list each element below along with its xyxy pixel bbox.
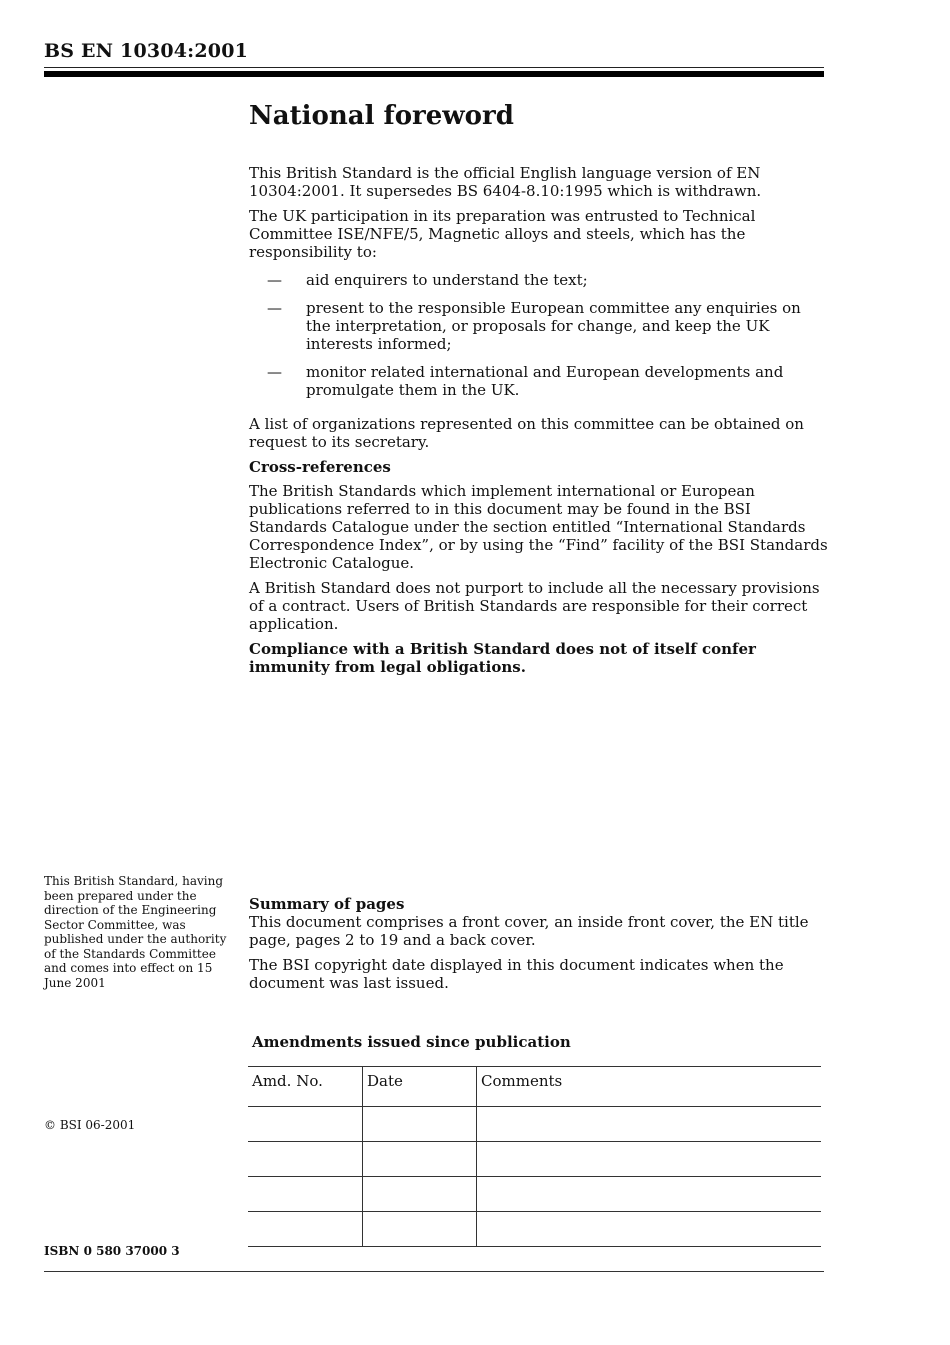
table-cell [477,1142,822,1177]
foreword-intro [249,164,829,268]
responsibility-list [249,271,829,409]
list-item-text: aid enquirers to understand the text; [306,271,588,289]
table-row [248,1107,821,1142]
table-row [248,1142,821,1177]
table-cell [363,1107,477,1142]
copyright-notice: © BSI 06-2001 [44,1118,136,1132]
page-title: National foreword [249,101,514,131]
list-item [249,271,829,289]
column-header-amd-no: Amd. No. [248,1067,363,1107]
summary-paragraph-1: This document comprises a front cover, an inside front cover, the EN title page, pages 2 to 19 and a back cover. [249,913,809,949]
table-header-row [248,1067,821,1107]
crossref-heading: Cross-references [249,458,391,476]
foreword-paragraph-3: A list of organizations represented on this committee can be obtained on request to its secretary. [249,415,804,451]
header-rule-thick [44,71,824,77]
table-cell [477,1177,822,1212]
foreword-continued [249,415,829,683]
table-cell [248,1142,363,1177]
column-header-date: Date [363,1067,477,1107]
list-item-text: monitor related international and European developments and promulgate them in the UK. [306,363,784,399]
summary-heading: Summary of pages [249,895,405,913]
isbn: ISBN 0 580 37000 3 [44,1244,180,1258]
compliance-statement: Compliance with a British Standard does not of itself confer immunity from legal obligations. [249,640,756,676]
list-item-text: present to the responsible European committee any enquiries on the interpretation, or proposals for change, and keep the UK interests informed; [306,299,801,353]
table-row [248,1177,821,1212]
amendments-title: Amendments issued since publication [252,1033,571,1051]
table-cell [248,1107,363,1142]
list-dash: — [267,271,282,289]
column-header-comments: Comments [477,1067,822,1107]
table-cell [477,1212,822,1247]
foreword-paragraph-1: This British Standard is the official English language version of EN 10304:2001. It supersedes BS 6404-8.10:1995 which is withdrawn. [249,164,762,200]
foreword-paragraph-4: The British Standards which implement international or European publications referred to in this document may be found in the BSI Standards Catalogue under the section entitled “International Standards Correspondence Index”, or by using the “Find” facility of the BSI Standards Electronic Catalogue. [249,482,828,572]
table-cell [248,1212,363,1247]
header-rule-thin [44,67,824,68]
document-id: BS EN 10304:2001 [44,40,249,62]
amendments-table [248,1066,821,1247]
summary-paragraph-2: The BSI copyright date displayed in this document indicates when the document was last issued. [249,956,784,992]
footer-rule [44,1271,824,1272]
table-cell [363,1177,477,1212]
table-cell [477,1107,822,1142]
table-cell [363,1212,477,1247]
list-dash: — [267,363,282,381]
table-cell [363,1142,477,1177]
table-row [248,1212,821,1247]
list-item [249,299,829,353]
list-dash: — [267,299,282,317]
table-cell [248,1177,363,1212]
foreword-paragraph-5: A British Standard does not purport to include all the necessary provisions of a contract. Users of British Standards are responsible for their correct application. [249,579,820,633]
summary-of-pages [249,895,829,999]
list-item [249,363,829,399]
sidebar-note: This British Standard, having been prepared under the direction of the Engineering Sector Committee, was published under the authority of the Standards Committee and comes into effect on 15 June 2001 [44,874,227,990]
foreword-paragraph-2: The UK participation in its preparation was entrusted to Technical Committee ISE/NFE/5, Magnetic alloys and steels, which has the responsibility to: [249,207,756,261]
